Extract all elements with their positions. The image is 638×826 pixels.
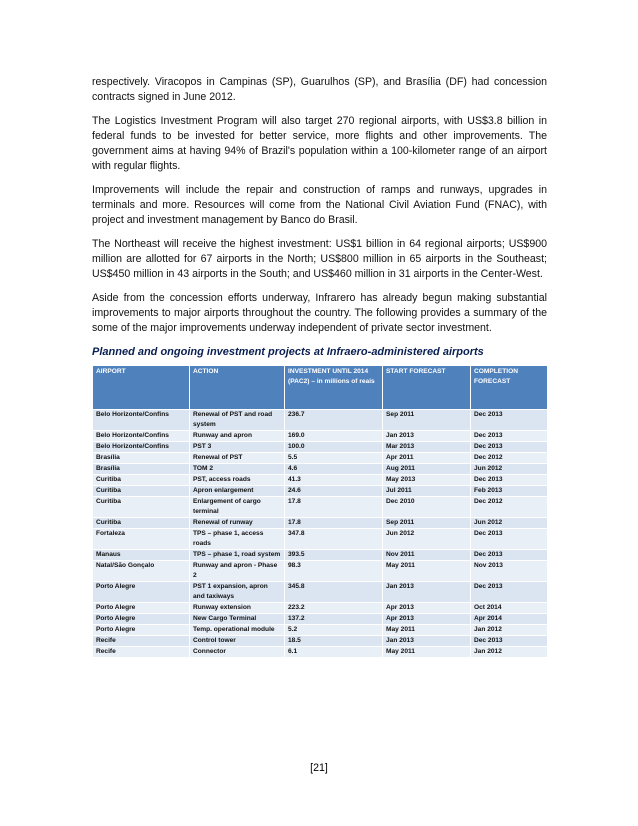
airport-cell: Manaus	[93, 550, 190, 561]
completion-cell: Jan 2012	[471, 625, 548, 636]
action-cell: Apron enlargement	[190, 486, 285, 497]
completion-cell: Dec 2012	[471, 453, 548, 464]
start-cell: Sep 2011	[383, 518, 471, 529]
investment-cell: 223.2	[285, 603, 383, 614]
document-body	[92, 75, 547, 658]
table-row	[93, 582, 548, 603]
airport-cell: Brasília	[93, 453, 190, 464]
table-row	[93, 561, 548, 582]
investment-cell: 18.5	[285, 636, 383, 647]
action-cell: New Cargo Terminal	[190, 614, 285, 625]
investment-cell: 17.8	[285, 518, 383, 529]
start-cell: Jul 2011	[383, 486, 471, 497]
airport-cell: Curitiba	[93, 497, 190, 518]
investment-cell: 17.8	[285, 497, 383, 518]
completion-cell: Oct 2014	[471, 603, 548, 614]
start-cell: Jun 2012	[383, 529, 471, 550]
header-investment: INVESTMENT UNTIL 2014 (PAC2) – in millions of reais	[285, 366, 383, 410]
table-row	[93, 529, 548, 550]
start-cell: Apr 2013	[383, 603, 471, 614]
table-row	[93, 603, 548, 614]
investment-cell: 4.6	[285, 464, 383, 475]
header-start-forecast: START FORECAST	[383, 366, 471, 410]
header-completion-forecast: COMPLETION FORECAST	[471, 366, 548, 410]
investment-cell: 24.6	[285, 486, 383, 497]
page-number: [21]	[310, 762, 328, 774]
start-cell: Aug 2011	[383, 464, 471, 475]
investment-cell: 393.5	[285, 550, 383, 561]
action-cell: PST, access roads	[190, 475, 285, 486]
investment-cell: 345.8	[285, 582, 383, 603]
table-row	[93, 453, 548, 464]
investment-cell: 98.3	[285, 561, 383, 582]
action-cell: PST 1 expansion, apron and taxiways	[190, 582, 285, 603]
table-body	[93, 410, 548, 658]
airport-cell: Belo Horizonte/Confins	[93, 410, 190, 431]
action-cell: Runway and apron	[190, 431, 285, 442]
completion-cell: Feb 2013	[471, 486, 548, 497]
table-header-row	[93, 366, 548, 410]
airport-cell: Porto Alegre	[93, 625, 190, 636]
airport-cell: Belo Horizonte/Confins	[93, 442, 190, 453]
start-cell: May 2011	[383, 561, 471, 582]
start-cell: Dec 2010	[383, 497, 471, 518]
table-row	[93, 550, 548, 561]
header-airport: AIRPORT	[93, 366, 190, 410]
airport-cell: Porto Alegre	[93, 614, 190, 625]
airport-cell: Recife	[93, 647, 190, 658]
table-title: Planned and ongoing investment projects at Infraero-administered airports	[92, 346, 484, 358]
paragraph-1: respectively. Viracopos in Campinas (SP), Guarulhos (SP), and Brasília (DF) had concession contracts signed in June 2012.	[92, 76, 547, 103]
table-row	[93, 464, 548, 475]
action-cell: TOM 2	[190, 464, 285, 475]
table-row	[93, 442, 548, 453]
completion-cell: Jan 2012	[471, 647, 548, 658]
table-row	[93, 518, 548, 529]
airport-cell: Recife	[93, 636, 190, 647]
completion-cell: Dec 2012	[471, 497, 548, 518]
start-cell: Jan 2013	[383, 431, 471, 442]
table-row	[93, 410, 548, 431]
airport-cell: Curitiba	[93, 486, 190, 497]
investment-table	[92, 365, 548, 658]
start-cell: Jan 2013	[383, 636, 471, 647]
header-action: ACTION	[190, 366, 285, 410]
investment-cell: 347.8	[285, 529, 383, 550]
start-cell: Sep 2011	[383, 410, 471, 431]
start-cell: Apr 2013	[383, 614, 471, 625]
start-cell: May 2011	[383, 625, 471, 636]
airport-cell: Belo Horizonte/Confins	[93, 431, 190, 442]
investment-cell: 100.0	[285, 442, 383, 453]
completion-cell: Dec 2013	[471, 442, 548, 453]
airport-cell: Curitiba	[93, 475, 190, 486]
paragraph-5: Aside from the concession efforts underway, Infrarero has already begun making substantial improvements to major airports throughout the country. The following provides a summary of the some of the major improvements underway independent of private sector investment.	[92, 292, 547, 334]
paragraph-4: The Northeast will receive the highest investment: US$1 billion in 64 regional airports; US$900 million are allotted for 67 airports in the North; US$800 million in 65 airports in the Southeast; US$450 million in 43 airports in the South; and US$460 million in 31 airports in the Center-West.	[92, 238, 547, 280]
table-row	[93, 486, 548, 497]
airport-cell: Porto Alegre	[93, 582, 190, 603]
completion-cell: Jun 2012	[471, 518, 548, 529]
action-cell: Renewal of PST and road system	[190, 410, 285, 431]
start-cell: May 2013	[383, 475, 471, 486]
action-cell: Enlargement of cargo terminal	[190, 497, 285, 518]
paragraph-2: The Logistics Investment Program will also target 270 regional airports, with US$3.8 billion in federal funds to be invested for better service, more flights and other improvements. The government aims at having 94% of Brazil's population within a 100-kilometer range of an airport with regular flights.	[92, 115, 547, 172]
completion-cell: Apr 2014	[471, 614, 548, 625]
action-cell: Renewal of PST	[190, 453, 285, 464]
start-cell: Apr 2011	[383, 453, 471, 464]
action-cell: Renewal of runway	[190, 518, 285, 529]
table-row	[93, 497, 548, 518]
investment-cell: 236.7	[285, 410, 383, 431]
investment-cell: 6.1	[285, 647, 383, 658]
completion-cell: Dec 2013	[471, 529, 548, 550]
airport-cell: Porto Alegre	[93, 603, 190, 614]
action-cell: TPS – phase 1, access roads	[190, 529, 285, 550]
table-row	[93, 431, 548, 442]
action-cell: Connector	[190, 647, 285, 658]
airport-cell: Brasília	[93, 464, 190, 475]
investment-cell: 5.2	[285, 625, 383, 636]
investment-cell: 5.5	[285, 453, 383, 464]
completion-cell: Nov 2013	[471, 561, 548, 582]
airport-cell: Natal/São Gonçalo	[93, 561, 190, 582]
table-row	[93, 636, 548, 647]
completion-cell: Dec 2013	[471, 582, 548, 603]
table-row	[93, 614, 548, 625]
action-cell: Temp. operational module	[190, 625, 285, 636]
table-row	[93, 647, 548, 658]
airport-cell: Fortaleza	[93, 529, 190, 550]
action-cell: TPS – phase 1, road system	[190, 550, 285, 561]
completion-cell: Dec 2013	[471, 550, 548, 561]
table-row	[93, 475, 548, 486]
action-cell: Runway and apron - Phase 2	[190, 561, 285, 582]
action-cell: Runway extension	[190, 603, 285, 614]
completion-cell: Dec 2013	[471, 431, 548, 442]
completion-cell: Jun 2012	[471, 464, 548, 475]
investment-cell: 137.2	[285, 614, 383, 625]
investment-cell: 41.3	[285, 475, 383, 486]
start-cell: Jan 2013	[383, 582, 471, 603]
completion-cell: Dec 2013	[471, 475, 548, 486]
start-cell: Nov 2011	[383, 550, 471, 561]
paragraph-3: Improvements will include the repair and construction of ramps and runways, upgrades in terminals and more. Resources will come from the National Civil Aviation Fund (FNAC), with project and investment management by Banco do Brasil.	[92, 184, 547, 226]
completion-cell: Dec 2013	[471, 410, 548, 431]
start-cell: Mar 2013	[383, 442, 471, 453]
investment-cell: 169.0	[285, 431, 383, 442]
table-row	[93, 625, 548, 636]
airport-cell: Curitiba	[93, 518, 190, 529]
action-cell: Control tower	[190, 636, 285, 647]
completion-cell: Dec 2013	[471, 636, 548, 647]
start-cell: May 2011	[383, 647, 471, 658]
action-cell: PST 3	[190, 442, 285, 453]
